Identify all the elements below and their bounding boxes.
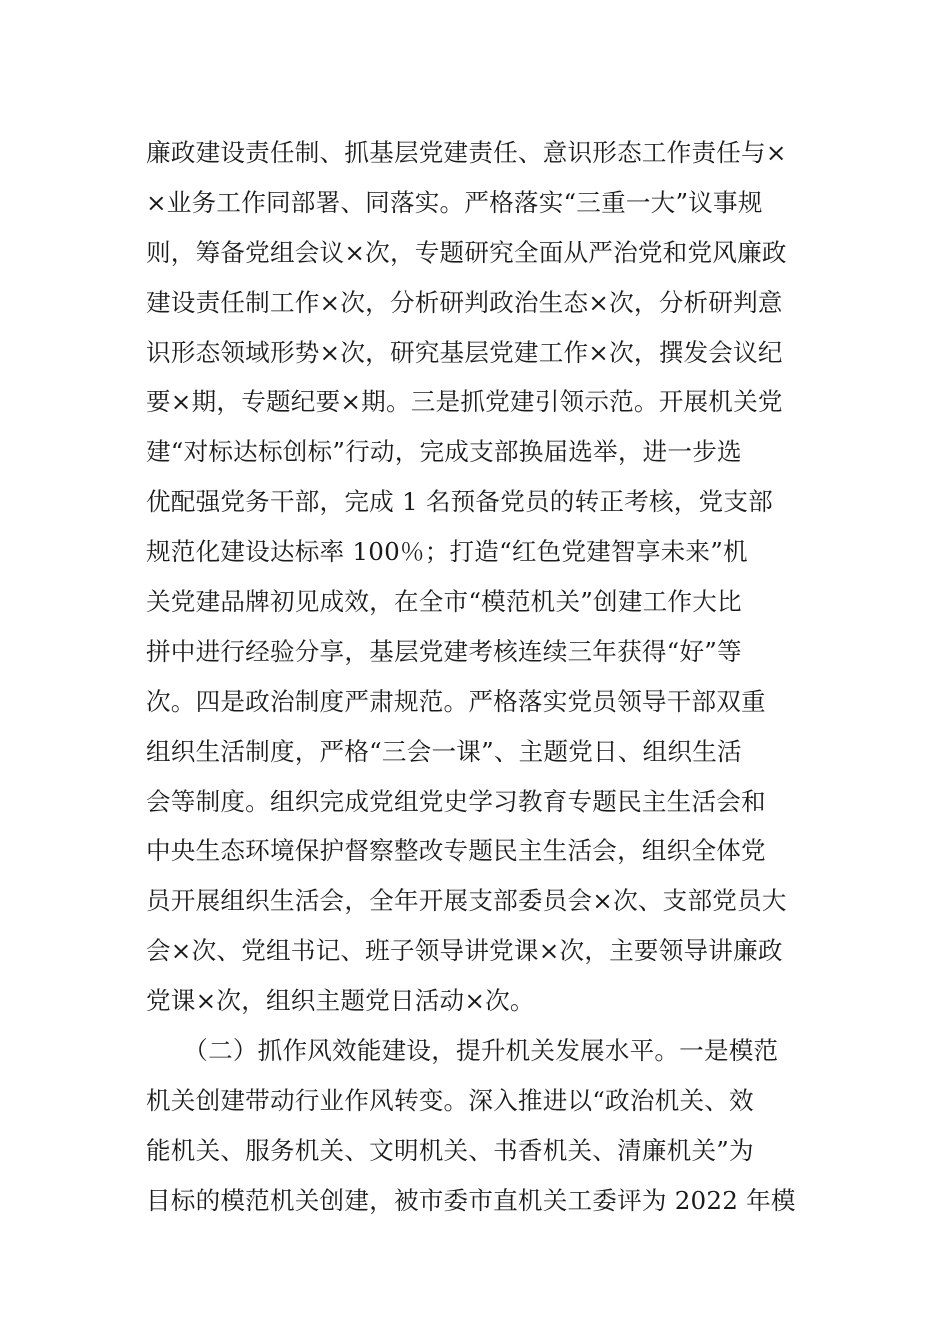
text-line: 次。四是政治制度严肃规范。严格落实党员领导干部双重 — [146, 686, 766, 716]
text-line: 组织生活制度，严格“三会一课”、主题党日、组织生活 — [146, 736, 742, 766]
body-text — [146, 128, 808, 1226]
text-line: 员开展组织生活会，全年开展支部委员会×次、支部党员大 — [146, 886, 787, 916]
text-line: 廉政建设责任制、抓基层党建责任、意识形态工作责任与× — [146, 138, 787, 167]
text-line: 会等制度。组织完成党组党史学习教育专题民主生活会和 — [146, 786, 766, 816]
text-line: 中央生态环境保护督察整改专题民主生活会，组织全体党 — [146, 836, 766, 866]
text-line: 要×期，专题纪要×期。三是抓党建引领示范。开展机关党 — [146, 387, 783, 417]
text-line: 拼中进行经验分享，基层党建考核连续三年获得“好”等 — [146, 636, 742, 666]
text-line: 机关创建带动行业作风转变。深入推进以“政治机关、效 — [146, 1085, 754, 1115]
text-line: 建“对标达标创标”行动，完成支部换届选举，进一步选 — [146, 437, 742, 467]
section-heading-line: （二）抓作风效能建设，提升机关发展水平。一是模范 — [146, 1036, 779, 1066]
text-line: 党课×次，组织主题党日活动×次。 — [146, 986, 535, 1016]
text-line: 规范化建设达标率 100％；打造“红色党建智享未来”机 — [146, 537, 748, 567]
text-line: 能机关、服务机关、文明机关、书香机关、清廉机关”为 — [146, 1135, 754, 1165]
text-line: 目标的模范机关创建，被市委市直机关工委评为 2022 年模 — [146, 1185, 796, 1215]
text-line: 则，筹备党组会议×次，专题研究全面从严治党和党风廉政 — [146, 237, 787, 267]
text-line: 会×次、党组书记、班子领导讲党课×次，主要领导讲廉政 — [146, 936, 783, 966]
text-line: 优配强党务干部，完成 1 名预备党员的转正考核，党支部 — [146, 487, 773, 517]
text-line: 关党建品牌初见成效，在全市“模范机关”创建工作大比 — [146, 587, 742, 617]
text-line: 建设责任制工作×次，分析研判政治生态×次，分析研判意 — [146, 287, 783, 317]
text-line: 识形态领域形势×次，研究基层党建工作×次，撰发会议纪 — [146, 337, 783, 367]
text-line: ×业务工作同部署、同落实。严格落实“三重一大”议事规 — [146, 187, 763, 217]
